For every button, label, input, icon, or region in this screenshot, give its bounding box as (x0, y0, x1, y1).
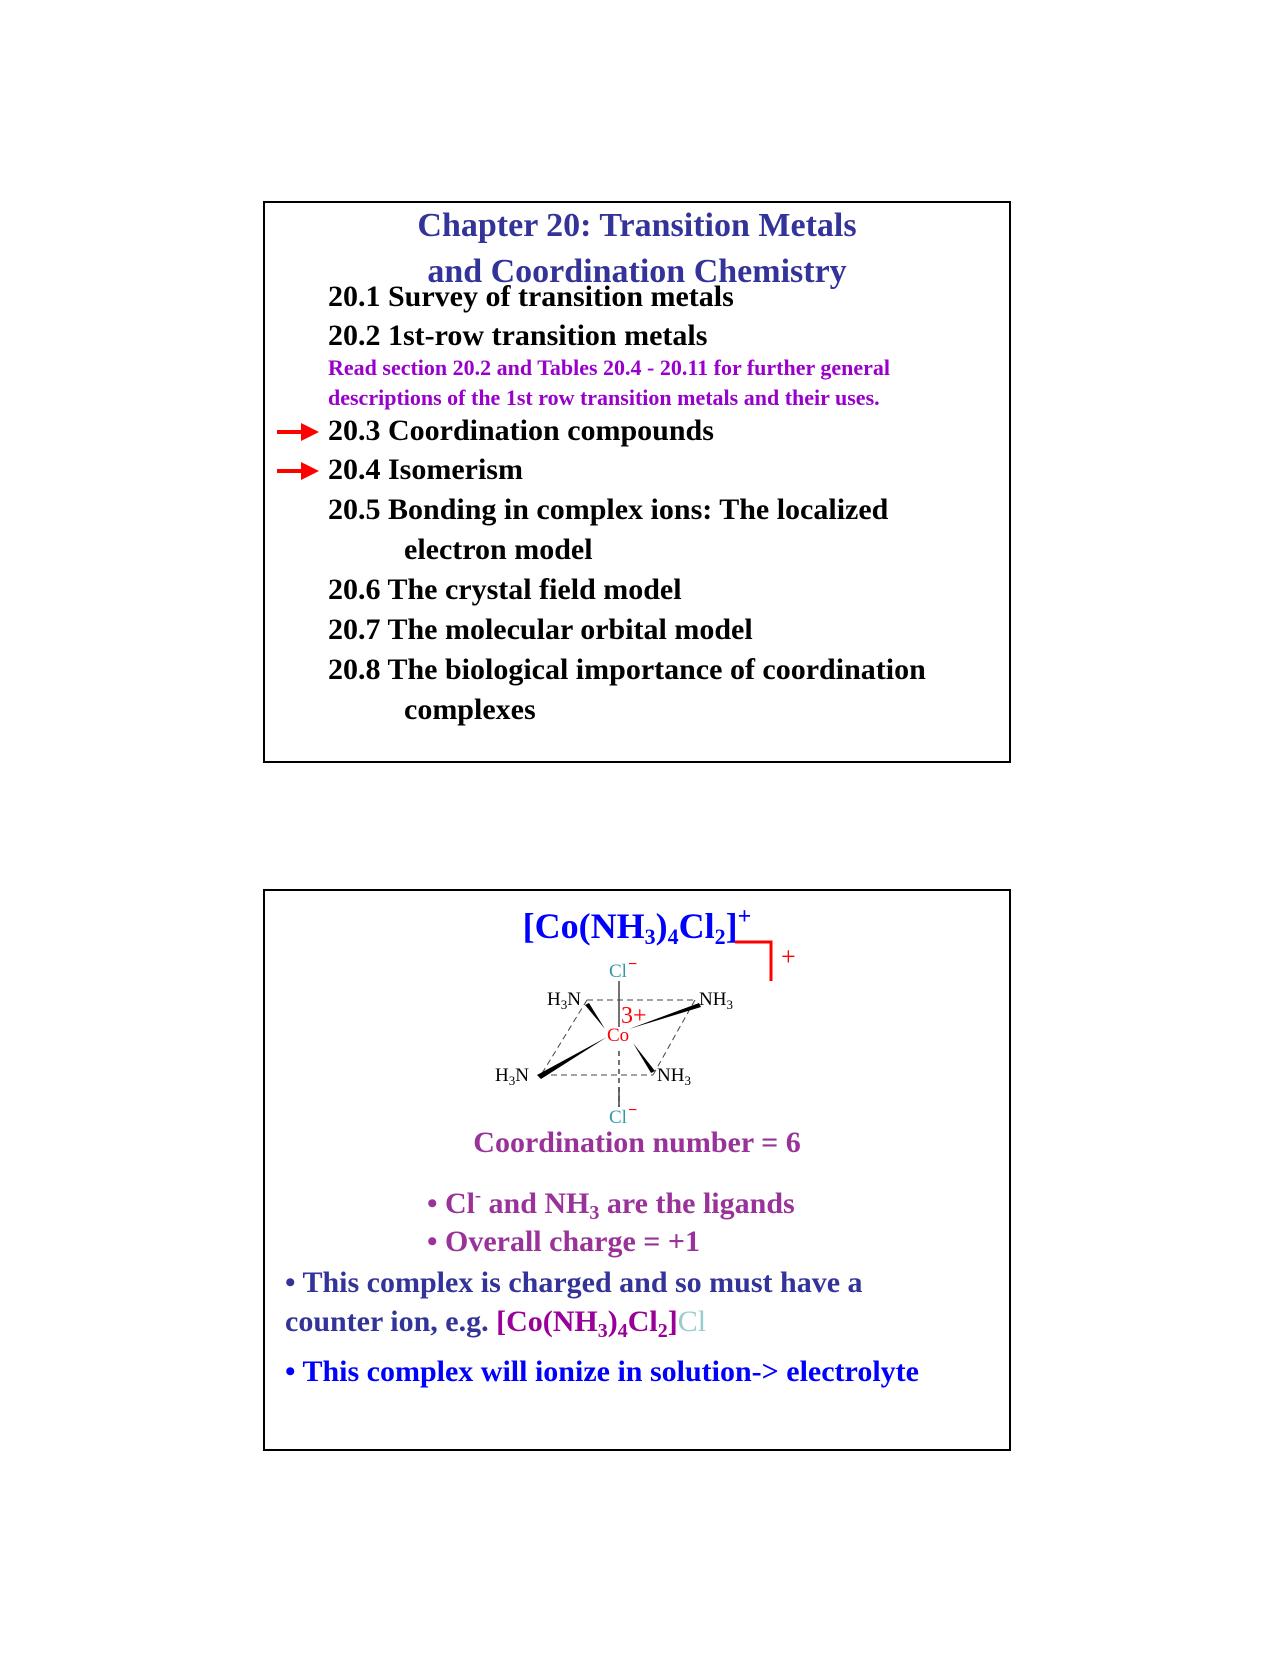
label-sub: 3 (684, 1073, 691, 1088)
counter-ion-formula (496, 1305, 678, 1342)
label-sub: 3 (560, 997, 568, 1012)
formula-sub: 3 (597, 1320, 608, 1342)
ammonia-sub: 3 (589, 1202, 600, 1224)
formula-sub: 4 (617, 1320, 628, 1342)
ligand-text: and NH (481, 1187, 590, 1220)
coordination-number: Coordination number = 6 (473, 1126, 801, 1159)
slide-chapter-outline (263, 201, 1011, 763)
outline-item-20-5-cont: electron model (404, 533, 593, 566)
cl-bottom-minus: − (628, 1102, 638, 1119)
formula-charge: + (737, 904, 752, 930)
cobalt-label: Co (607, 1025, 630, 1046)
formula-part: ] (667, 1305, 678, 1338)
label-n: N (515, 1065, 529, 1086)
h3n-upper-left-label (547, 989, 581, 1012)
bullet-counter-ion-line-2 (285, 1302, 706, 1351)
red-arrow-icon (277, 461, 319, 481)
h3n-lower-left-label (495, 1065, 529, 1088)
outline-item-20-5 (328, 490, 888, 570)
complex-formula (265, 895, 1009, 959)
outline-item-20-4: 20.4 Isomerism (328, 453, 523, 486)
outline-item-20-2: 20.2 1st-row transition metals (328, 319, 708, 352)
formula-part: [Co(NH (522, 906, 645, 946)
nh3-upper-right-label (699, 989, 733, 1012)
label-sub: 3 (726, 997, 733, 1012)
bullet-electrolyte: • This complex will ionize in solution-> electrolyte (285, 1355, 919, 1388)
formula-sub: 2 (657, 1320, 668, 1342)
slide-complex-ion (263, 889, 1011, 1451)
outline-item-20-3: 20.3 Coordination compounds (328, 414, 714, 447)
title-line-1: Chapter 20: Transition Metals (417, 207, 857, 244)
outline-item-20-5-text: 20.5 Bonding in complex ions: The localized (328, 493, 889, 526)
formula-part: ) (655, 906, 668, 946)
outline-item-20-8 (328, 650, 926, 730)
reading-note-line-1: Read section 20.2 and Tables 20.4 - 20.11 for further general (328, 355, 891, 380)
bullet-counter-ion-line-1: • This complex is charged and so must have a (285, 1266, 863, 1299)
title-line-2: and Coordination Chemistry (427, 253, 847, 290)
metal-charge-label: 3+ (621, 1003, 647, 1029)
outline-item-20-8-cont: complexes (404, 693, 536, 726)
red-arrow-icon (277, 422, 319, 442)
formula-part: ] (725, 906, 738, 946)
ligand-rest: are the ligands (599, 1187, 795, 1220)
cl-top-minus: − (628, 957, 638, 973)
formula-sub: 4 (667, 924, 679, 949)
formula-part: [Co(NH (496, 1305, 598, 1338)
counter-ion-text: counter ion, e.g. (285, 1305, 497, 1338)
label-nh: NH (657, 1065, 685, 1086)
label-h: H (495, 1065, 509, 1086)
reading-note-line-2: descriptions of the 1st row transition metals and their uses. (328, 385, 880, 410)
counter-ion-chloride: Cl (677, 1305, 707, 1338)
cl-bottom-label: Cl (609, 1107, 627, 1127)
label-n: N (567, 989, 581, 1010)
octahedral-complex-diagram (495, 957, 785, 1127)
chloride-charge: - (475, 1185, 482, 1205)
bullet-overall-charge: • Overall charge = +1 (427, 1225, 700, 1258)
label-nh: NH (699, 989, 727, 1010)
chloride-text: Cl (445, 1187, 476, 1220)
outline-item-20-7: 20.7 The molecular orbital model (328, 613, 753, 646)
formula-sub: 3 (644, 924, 656, 949)
outline-item-20-8-text: 20.8 The biological importance of coordination (328, 653, 926, 686)
label-sub: 3 (508, 1073, 516, 1088)
formula-part: Cl (678, 906, 715, 946)
formula-part: Cl (627, 1305, 658, 1338)
outline-item-20-1: 20.1 Survey of transition metals (328, 280, 734, 313)
cl-top-label: Cl (609, 961, 627, 982)
outline-item-20-6: 20.6 The crystal field model (328, 573, 682, 606)
formula-sub: 2 (714, 924, 726, 949)
nh3-lower-right-label (657, 1065, 691, 1088)
formula-part: ) (607, 1305, 618, 1338)
label-h: H (547, 989, 561, 1010)
bracket-charge-text: + (781, 942, 796, 971)
bullet-dot: • (427, 1187, 446, 1220)
